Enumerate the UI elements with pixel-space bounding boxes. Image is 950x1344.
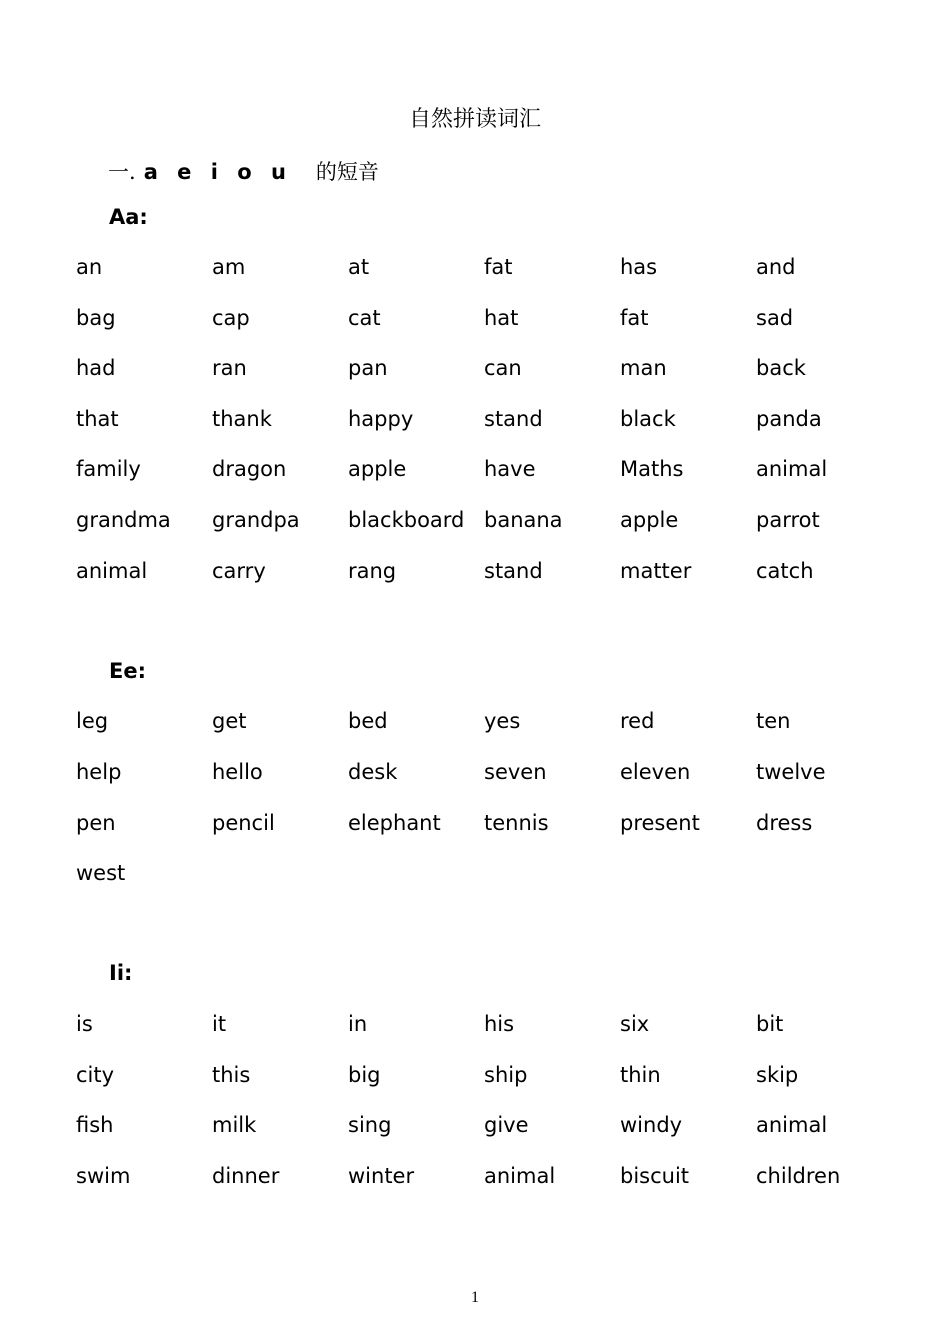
word: can xyxy=(484,356,522,380)
word: it xyxy=(212,1012,227,1036)
word: parrot xyxy=(756,508,820,532)
word: help xyxy=(76,760,122,784)
word: have xyxy=(484,457,536,481)
word: panda xyxy=(756,407,822,431)
word: six xyxy=(620,1012,650,1036)
word: seven xyxy=(484,760,547,784)
word: and xyxy=(756,255,796,279)
word: give xyxy=(484,1113,529,1137)
word: big xyxy=(348,1063,381,1087)
word: bit xyxy=(756,1012,784,1036)
word: twelve xyxy=(756,760,826,784)
word: fish xyxy=(76,1113,114,1137)
word: back xyxy=(756,356,806,380)
word: present xyxy=(620,811,700,835)
word: yes xyxy=(484,709,521,733)
word: windy xyxy=(620,1113,683,1137)
word-row xyxy=(76,555,892,587)
word-row xyxy=(76,504,892,536)
word-row xyxy=(76,705,892,737)
word: tennis xyxy=(484,811,549,835)
word xyxy=(620,857,756,889)
word: has xyxy=(620,255,658,279)
word: city xyxy=(76,1063,115,1087)
word: black xyxy=(620,407,676,431)
word: bag xyxy=(76,306,116,330)
word: grandma xyxy=(76,508,171,532)
word: that xyxy=(76,407,119,431)
word-row xyxy=(76,1059,892,1091)
word: animal xyxy=(484,1164,556,1188)
word: catch xyxy=(756,559,814,583)
word: milk xyxy=(212,1113,257,1137)
word: his xyxy=(484,1012,515,1036)
word: blackboard xyxy=(348,508,465,532)
word: carry xyxy=(212,559,266,583)
word: skip xyxy=(756,1063,799,1087)
word: eleven xyxy=(620,760,691,784)
word: swim xyxy=(76,1164,131,1188)
word: rang xyxy=(348,559,397,583)
word: apple xyxy=(620,508,679,532)
word: dinner xyxy=(212,1164,280,1188)
word: happy xyxy=(348,407,414,431)
word: apple xyxy=(348,457,407,481)
word: thin xyxy=(620,1063,661,1087)
word: family xyxy=(76,457,141,481)
word: cap xyxy=(212,306,250,330)
section-label-ii: Ii: xyxy=(109,961,133,985)
word: west xyxy=(76,861,126,885)
word xyxy=(756,857,892,889)
word: elephant xyxy=(348,811,441,835)
word: sad xyxy=(756,306,794,330)
word: children xyxy=(756,1164,841,1188)
word-row xyxy=(76,1008,892,1040)
word: ran xyxy=(212,356,247,380)
word: in xyxy=(348,1012,368,1036)
word-row xyxy=(76,857,892,889)
page-number: 1 xyxy=(471,1289,479,1306)
word: Maths xyxy=(620,457,684,481)
word: stand xyxy=(484,559,543,583)
word: red xyxy=(620,709,655,733)
section-heading xyxy=(108,156,379,188)
word: animal xyxy=(756,457,828,481)
heading-vowels: a e i o u xyxy=(143,160,286,184)
word-row xyxy=(76,1109,892,1141)
word: dragon xyxy=(212,457,287,481)
word xyxy=(212,857,348,889)
word: dress xyxy=(756,811,813,835)
word: hat xyxy=(484,306,519,330)
word: an xyxy=(76,255,103,279)
section-label-aa: Aa: xyxy=(109,205,148,229)
word: banana xyxy=(484,508,563,532)
word: ten xyxy=(756,709,791,733)
word xyxy=(348,857,484,889)
word-row xyxy=(76,251,892,283)
word-row xyxy=(76,807,892,839)
word: pan xyxy=(348,356,388,380)
word-row xyxy=(76,352,892,384)
word: at xyxy=(348,255,370,279)
word: sing xyxy=(348,1113,392,1137)
word: bed xyxy=(348,709,388,733)
word: ship xyxy=(484,1063,528,1087)
word: hello xyxy=(212,760,263,784)
word: desk xyxy=(348,760,398,784)
section-label-ee: Ee: xyxy=(109,659,146,683)
word-row xyxy=(76,1160,892,1192)
word: man xyxy=(620,356,667,380)
word: winter xyxy=(348,1164,415,1188)
word: fat xyxy=(620,306,649,330)
word: had xyxy=(76,356,116,380)
word: thank xyxy=(212,407,272,431)
word-row xyxy=(76,453,892,485)
word: this xyxy=(212,1063,251,1087)
word: biscuit xyxy=(620,1164,690,1188)
word: leg xyxy=(76,709,109,733)
word: matter xyxy=(620,559,692,583)
word: pen xyxy=(76,811,116,835)
word-row xyxy=(76,302,892,334)
word: pencil xyxy=(212,811,275,835)
word: stand xyxy=(484,407,543,431)
word: is xyxy=(76,1012,93,1036)
document-title: 自然拼读词汇 xyxy=(408,107,541,132)
word-row xyxy=(76,756,892,788)
word: fat xyxy=(484,255,513,279)
word: get xyxy=(212,709,247,733)
word xyxy=(484,857,620,889)
heading-number: 一. xyxy=(108,160,136,184)
word: am xyxy=(212,255,246,279)
word: animal xyxy=(76,559,148,583)
word-row xyxy=(76,403,892,435)
word: animal xyxy=(756,1113,828,1137)
word: cat xyxy=(348,306,381,330)
word: grandpa xyxy=(212,508,300,532)
heading-suffix: 的短音 xyxy=(315,160,379,184)
